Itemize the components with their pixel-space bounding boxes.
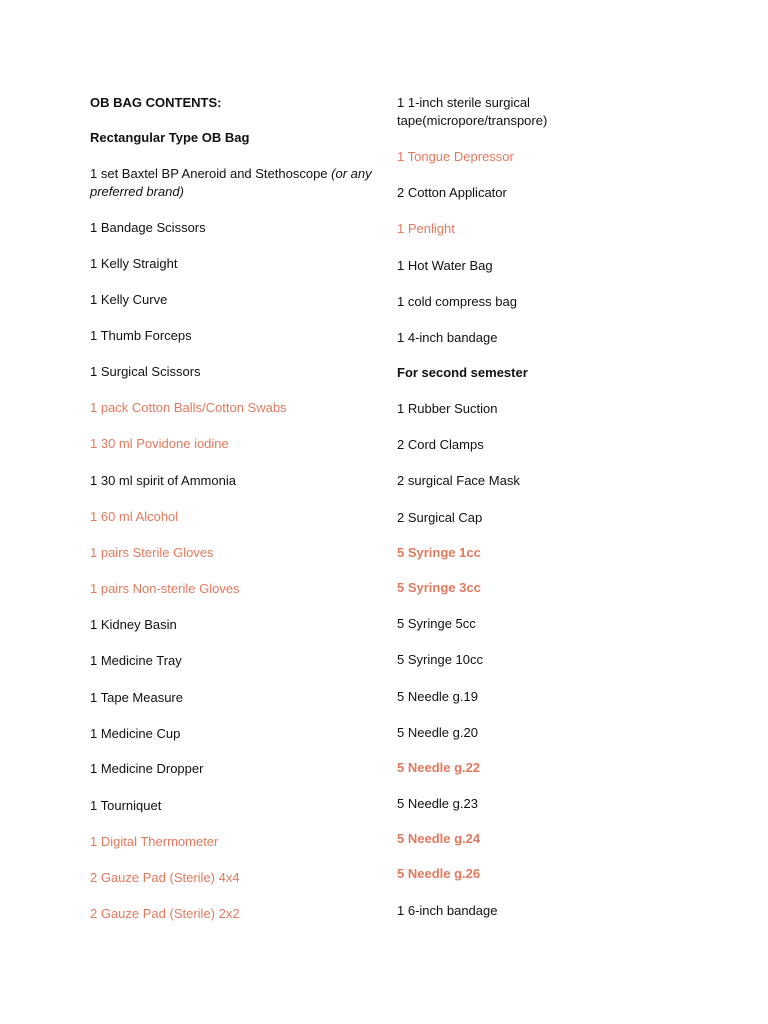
document-title: OB BAG CONTENTS: <box>90 95 222 110</box>
list-item-highlighted: 1 30 ml Povidone iodine <box>90 436 229 451</box>
list-item: 1 Medicine Cup <box>90 726 181 741</box>
list-item: 2 surgical Face Mask <box>397 473 520 488</box>
list-item: 1 30 ml spirit of Ammonia <box>90 473 236 488</box>
list-item: 1 Medicine Tray <box>90 653 182 668</box>
list-item-highlighted: 5 Needle g.22 <box>397 760 481 775</box>
section-heading-second-semester: For second semester <box>397 365 528 380</box>
list-item-highlighted: 1 Penlight <box>397 221 455 236</box>
list-item: 2 Surgical Cap <box>397 510 483 525</box>
list-item: 1 6-inch bandage <box>397 903 498 918</box>
list-item: 5 Needle g.19 <box>397 689 478 704</box>
list-item-highlighted: 1 Tongue Depressor <box>397 149 514 164</box>
list-item: 1 Rubber Suction <box>397 401 498 416</box>
list-item-highlighted: 1 pairs Sterile Gloves <box>90 545 214 560</box>
list-item: 1 1-inch sterile surgical tape(micropore/transpore) <box>397 95 548 128</box>
list-item: 5 Syringe 5cc <box>397 616 476 631</box>
list-item-highlighted: 2 Gauze Pad (Sterile) 4x4 <box>90 870 240 885</box>
bp-item-text: 1 set Baxtel BP Aneroid and Stethoscope <box>90 166 332 181</box>
list-item: 1 Hot Water Bag <box>397 258 493 273</box>
list-item-highlighted: 5 Needle g.26 <box>397 866 481 881</box>
list-item: 1 Kidney Basin <box>90 617 177 632</box>
list-item-highlighted: 5 Syringe 3cc <box>397 580 481 595</box>
list-item: 1 4-inch bandage <box>397 330 498 345</box>
bp-item-note: (or any preferred brand) <box>90 166 372 199</box>
list-item: 1 Kelly Curve <box>90 292 168 307</box>
list-item: 2 Cord Clamps <box>397 437 484 452</box>
list-item: 2 Cotton Applicator <box>397 185 507 200</box>
list-item: 1 Surgical Scissors <box>90 364 201 379</box>
list-item-highlighted: 5 Needle g.24 <box>397 831 481 846</box>
list-item-highlighted: 5 Syringe 1cc <box>397 545 481 560</box>
list-item-highlighted: 2 Gauze Pad (Sterile) 2x2 <box>90 906 240 921</box>
list-item: 5 Needle g.23 <box>397 796 478 811</box>
bag-type-heading: Rectangular Type OB Bag <box>90 130 250 145</box>
list-item: 1 Thumb Forceps <box>90 328 192 343</box>
list-item: 1 Medicine Dropper <box>90 761 204 776</box>
list-item: 5 Needle g.20 <box>397 725 478 740</box>
list-item-highlighted: 1 Digital Thermometer <box>90 834 219 849</box>
list-item: 5 Syringe 10cc <box>397 652 483 667</box>
list-item-highlighted: 1 60 ml Alcohol <box>90 509 179 524</box>
list-item-highlighted: 1 pairs Non-sterile Gloves <box>90 581 240 596</box>
list-item: 1 cold compress bag <box>397 294 517 309</box>
list-item-highlighted: 1 pack Cotton Balls/Cotton Swabs <box>90 400 287 415</box>
list-item: 1 Tourniquet <box>90 798 162 813</box>
list-item: 1 Kelly Straight <box>90 256 178 271</box>
list-item: 1 Bandage Scissors <box>90 220 206 235</box>
list-item-bp-stethoscope <box>90 165 380 201</box>
list-item: 1 Tape Measure <box>90 690 183 705</box>
